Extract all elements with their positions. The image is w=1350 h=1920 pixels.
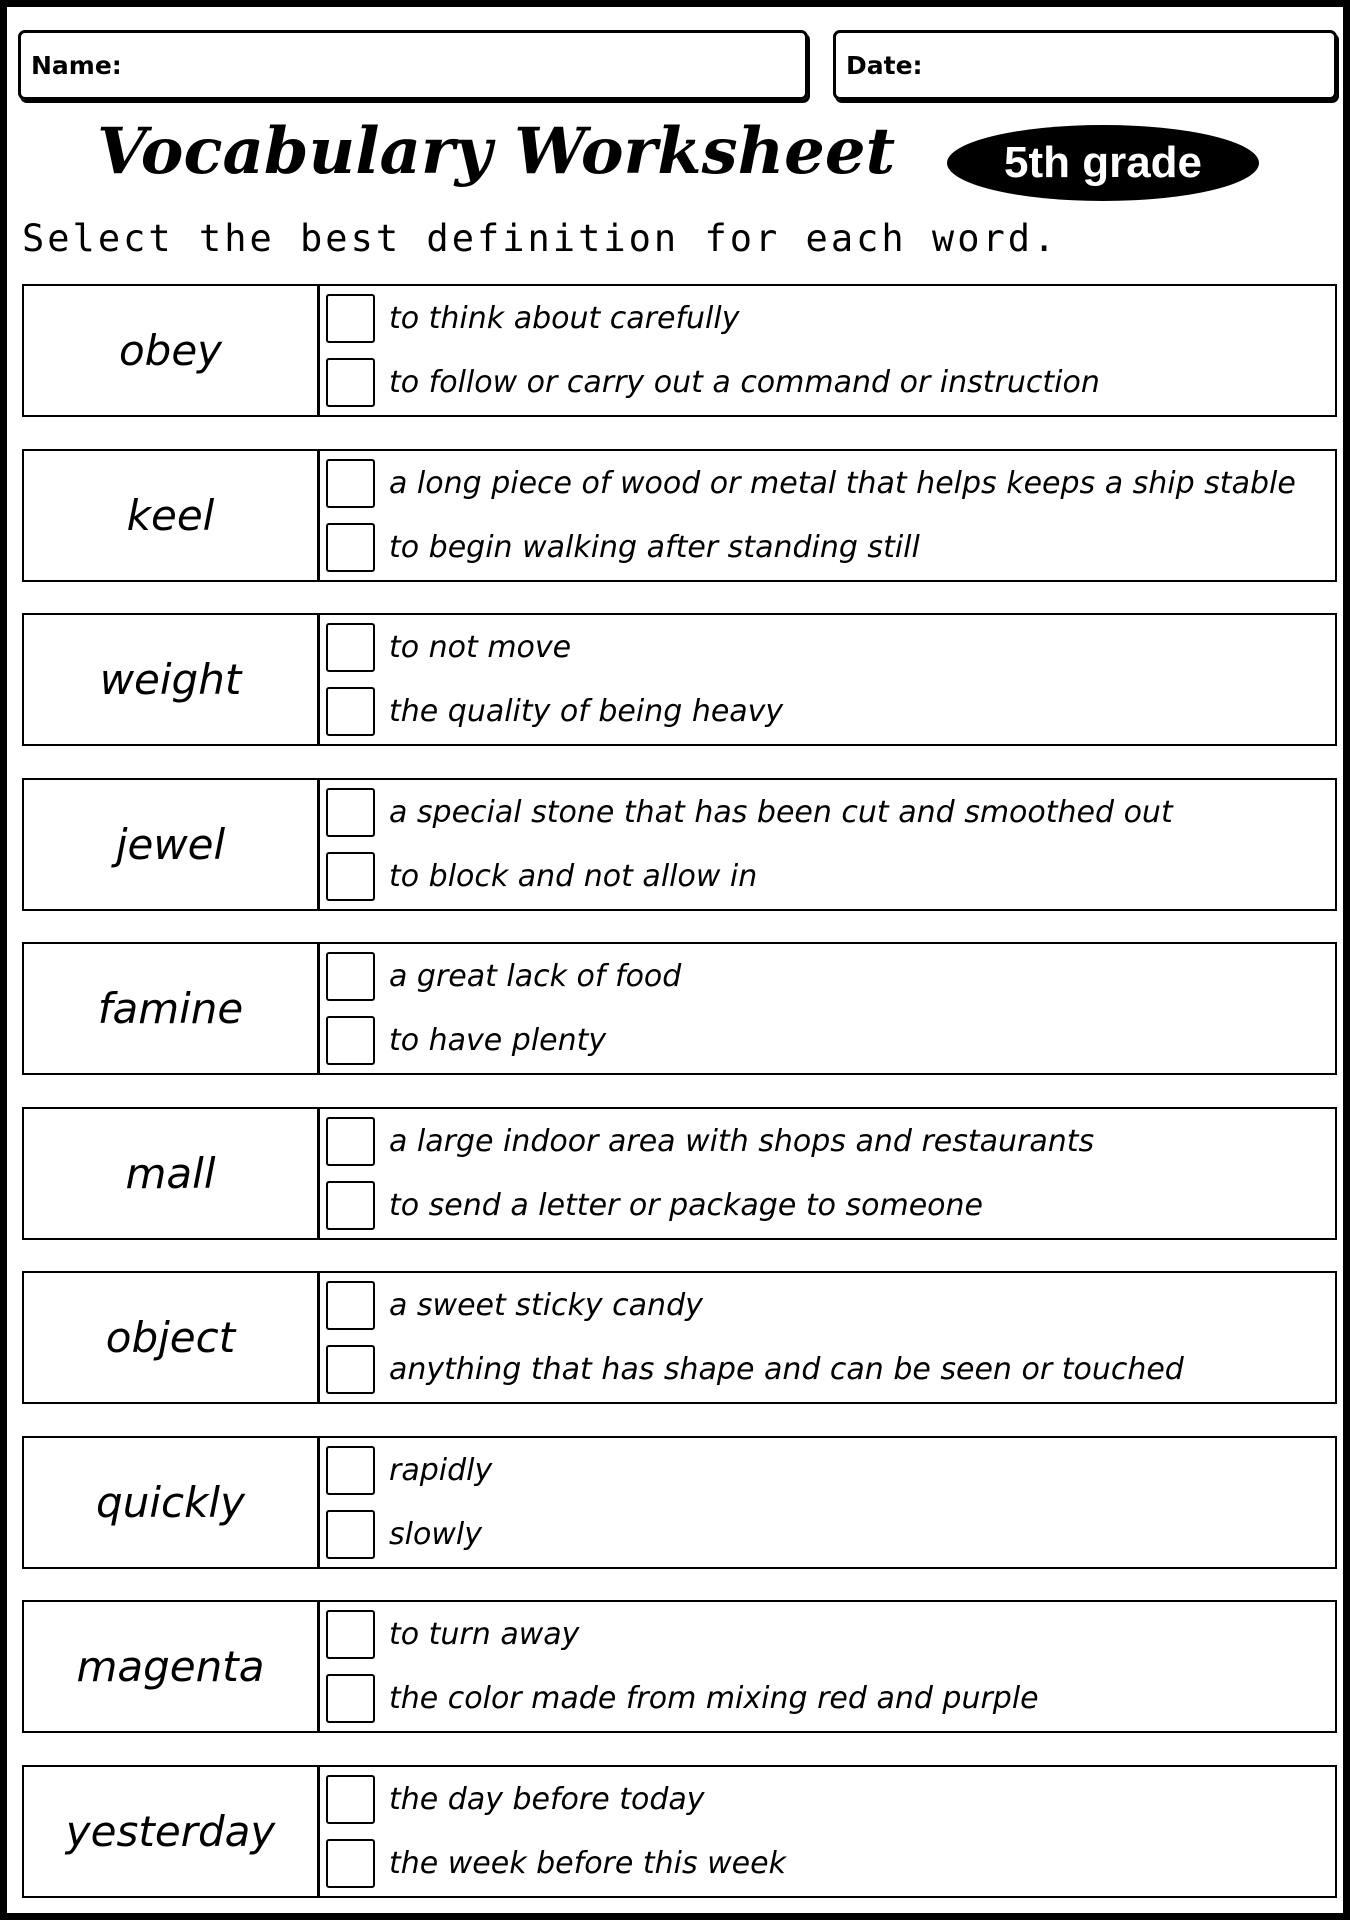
vocab-word: quickly (24, 1438, 320, 1567)
answer-checkbox[interactable] (326, 1281, 375, 1330)
question-row (22, 1765, 1337, 1898)
answer-checkbox[interactable] (326, 1446, 375, 1495)
definition-option[interactable] (326, 521, 920, 573)
definition-text: a great lack of food (389, 958, 682, 994)
definition-option[interactable] (326, 292, 739, 344)
definition-option[interactable] (326, 1773, 705, 1825)
definition-options (320, 944, 1335, 1073)
question-row (22, 1107, 1337, 1240)
answer-checkbox[interactable] (326, 523, 375, 572)
date-field[interactable] (833, 30, 1337, 100)
definition-text: to not move (389, 629, 572, 665)
grade-badge (947, 125, 1259, 201)
definition-option[interactable] (326, 950, 681, 1002)
definition-text: anything that has shape and can be seen or touched (389, 1351, 1184, 1387)
question-row (22, 449, 1337, 582)
vocab-word: weight (24, 615, 320, 744)
definition-options (320, 780, 1335, 909)
definition-options (320, 1109, 1335, 1238)
answer-checkbox[interactable] (326, 1775, 375, 1824)
definition-text: to block and not allow in (389, 858, 758, 894)
answer-checkbox[interactable] (326, 952, 375, 1001)
question-row (22, 1436, 1337, 1569)
definition-text: a long piece of wood or metal that helps keeps a ship stable (389, 465, 1296, 501)
definition-option[interactable] (326, 1343, 1184, 1395)
definition-text: slowly (389, 1516, 482, 1552)
date-label: Date: (846, 51, 923, 80)
vocab-word: magenta (24, 1602, 320, 1731)
answer-checkbox[interactable] (326, 1181, 375, 1230)
page-title: Vocabulary Worksheet (97, 114, 896, 189)
answer-checkbox[interactable] (326, 294, 375, 343)
definition-options (320, 615, 1335, 744)
definition-option[interactable] (326, 621, 571, 673)
definition-option[interactable] (326, 1014, 606, 1066)
name-field[interactable] (18, 30, 808, 100)
answer-checkbox[interactable] (326, 1510, 375, 1559)
answer-checkbox[interactable] (326, 1016, 375, 1065)
name-label: Name: (31, 51, 122, 80)
vocab-word: yesterday (24, 1767, 320, 1896)
answer-checkbox[interactable] (326, 687, 375, 736)
answer-checkbox[interactable] (326, 1117, 375, 1166)
question-row (22, 613, 1337, 746)
vocab-word: jewel (24, 780, 320, 909)
definition-option[interactable] (326, 1837, 786, 1889)
question-row (22, 1600, 1337, 1733)
definition-option[interactable] (326, 850, 757, 902)
definition-option[interactable] (326, 786, 1173, 838)
definition-text: a large indoor area with shops and restaurants (389, 1123, 1095, 1159)
definition-option[interactable] (326, 1115, 1094, 1167)
definition-option[interactable] (326, 1444, 492, 1496)
definition-text: the quality of being heavy (389, 693, 784, 729)
question-row (22, 1271, 1337, 1404)
definition-option[interactable] (326, 457, 1296, 509)
answer-checkbox[interactable] (326, 788, 375, 837)
definition-option[interactable] (326, 1179, 983, 1231)
definition-text: a special stone that has been cut and smoothed out (389, 794, 1173, 830)
definition-text: the week before this week (389, 1845, 786, 1881)
instruction-text: Select the best definition for each word. (22, 217, 1059, 260)
answer-checkbox[interactable] (326, 1839, 375, 1888)
definition-text: to send a letter or package to someone (389, 1187, 983, 1223)
definition-option[interactable] (326, 1279, 703, 1331)
definition-text: the color made from mixing red and purple (389, 1680, 1039, 1716)
definition-text: to follow or carry out a command or instruction (389, 364, 1100, 400)
vocab-word: object (24, 1273, 320, 1402)
definition-text: to think about carefully (389, 300, 740, 336)
definition-options (320, 1767, 1335, 1896)
definition-options (320, 1438, 1335, 1567)
definition-option[interactable] (326, 1608, 579, 1660)
answer-checkbox[interactable] (326, 459, 375, 508)
definition-option[interactable] (326, 685, 783, 737)
definition-option[interactable] (326, 1508, 482, 1560)
answer-checkbox[interactable] (326, 623, 375, 672)
definition-text: the day before today (389, 1781, 705, 1817)
definition-text: a sweet sticky candy (389, 1287, 703, 1323)
definition-options (320, 1602, 1335, 1731)
definition-text: to turn away (389, 1616, 580, 1652)
definition-text: to begin walking after standing still (389, 529, 920, 565)
vocab-word: famine (24, 944, 320, 1073)
answer-checkbox[interactable] (326, 358, 375, 407)
answer-checkbox[interactable] (326, 1345, 375, 1394)
definition-option[interactable] (326, 356, 1100, 408)
vocab-word: mall (24, 1109, 320, 1238)
definition-option[interactable] (326, 1672, 1039, 1724)
answer-checkbox[interactable] (326, 852, 375, 901)
question-row (22, 778, 1337, 911)
vocab-word: keel (24, 451, 320, 580)
definition-text: to have plenty (389, 1022, 607, 1058)
definition-options (320, 286, 1335, 415)
definition-options (320, 451, 1335, 580)
definition-options (320, 1273, 1335, 1402)
question-row (22, 284, 1337, 417)
grade-badge-label: 5th grade (1003, 138, 1203, 187)
question-row (22, 942, 1337, 1075)
answer-checkbox[interactable] (326, 1674, 375, 1723)
answer-checkbox[interactable] (326, 1610, 375, 1659)
vocab-word: obey (24, 286, 320, 415)
definition-text: rapidly (389, 1452, 493, 1488)
